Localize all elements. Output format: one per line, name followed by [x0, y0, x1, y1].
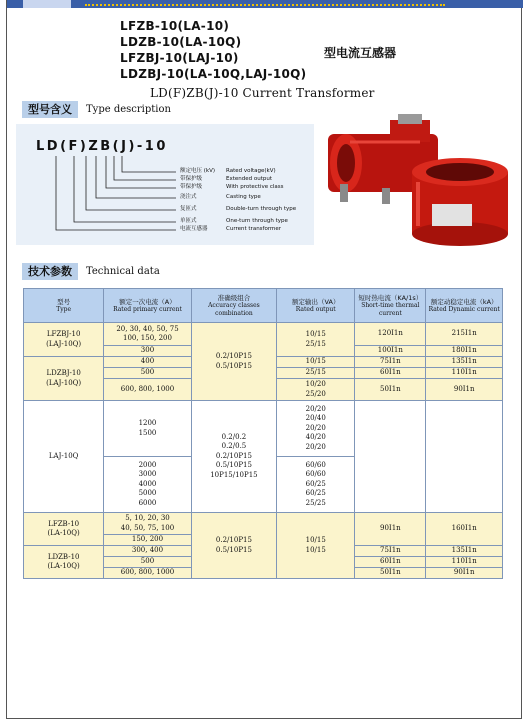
- thermal-cell: 75I1n: [355, 357, 426, 368]
- legend-item: 电流互感器 Current transformer: [180, 226, 282, 232]
- legend-item: 复匝式 Double-turn through type: [180, 206, 297, 212]
- column-header: 型号 Type: [24, 289, 104, 323]
- technical-data-header: [22, 263, 160, 280]
- column-header: 额定一次电流（A） Rated primary current: [104, 289, 191, 323]
- current-cell: 20, 30, 40, 50, 75 100, 150, 200: [104, 323, 191, 346]
- section-label-cn: 技术参数: [22, 263, 78, 280]
- header-text-strip: [85, 0, 445, 6]
- type-cell: LAJ-10Q: [24, 401, 104, 513]
- thermal-cell: [355, 401, 426, 513]
- dynamic-cell: 160I1n: [426, 513, 503, 546]
- dynamic-cell: 90I1n: [426, 379, 503, 401]
- table-row: [24, 401, 503, 457]
- table-row: [24, 513, 503, 535]
- current-cell: 400: [104, 357, 191, 368]
- model-line: LFZB-10(LA-10): [120, 19, 230, 33]
- thermal-cell: 120I1n: [355, 323, 426, 346]
- dynamic-cell: 110I1n: [426, 557, 503, 568]
- section-label-en: Type description: [86, 104, 171, 115]
- current-cell: 1200 1500: [104, 401, 191, 457]
- transformer-photo: [320, 112, 520, 247]
- transformer-front: [412, 158, 508, 246]
- current-cell: 600, 800, 1000: [104, 379, 191, 401]
- thermal-cell: 50I1n: [355, 379, 426, 401]
- model-line: LDZB-10(LA-10Q): [120, 35, 242, 49]
- output-cell: 60/60 60/60 60/25 60/25 25/25: [277, 457, 355, 513]
- type-description-header: [22, 101, 171, 118]
- legend-item: 带保护级 With protective class: [180, 184, 284, 190]
- model-list: [120, 18, 306, 82]
- output-cell: 25/15: [277, 368, 355, 379]
- dynamic-cell: 215I1n: [426, 323, 503, 346]
- legend-item: 带保护级 Extended output: [180, 176, 273, 182]
- dynamic-cell: 135I1n: [426, 357, 503, 368]
- output-cell: 20/20 20/40 20/20 40/20 20/20: [277, 401, 355, 457]
- legend-item: 额定电压 (kV) Rated voltage(kV): [180, 168, 276, 174]
- model-line: LDZBJ-10(LA-10Q,LAJ-10Q): [120, 67, 307, 81]
- current-cell: 500: [104, 557, 191, 568]
- company-logo: [23, 0, 71, 8]
- legend-item: 单匝式 One-turn through type: [180, 218, 288, 224]
- dynamic-cell: 110I1n: [426, 368, 503, 379]
- dynamic-cell: 180I1n: [426, 346, 503, 357]
- output-cell: 10/15: [277, 357, 355, 368]
- type-cell: LDZBJ-10 (LAJ-10Q): [24, 357, 104, 401]
- thermal-cell: 90I1n: [355, 513, 426, 546]
- current-cell: 150, 200: [104, 535, 191, 546]
- section-label-cn: 型号含义: [22, 101, 78, 118]
- current-cell: 300, 400: [104, 546, 191, 557]
- section-label-en: Technical data: [86, 266, 160, 277]
- dynamic-cell: 90I1n: [426, 568, 503, 579]
- table-row: [24, 323, 503, 346]
- current-cell: 5, 10, 20, 30 40, 50, 75, 100: [104, 513, 191, 535]
- dynamic-cell: 135I1n: [426, 546, 503, 557]
- table-header-row: [24, 289, 503, 323]
- header-band: [7, 0, 523, 8]
- type-cell: LDZB-10 (LA-10Q): [24, 546, 104, 579]
- thermal-cell: 50I1n: [355, 568, 426, 579]
- output-cell: 10/15 10/15: [277, 513, 355, 579]
- current-cell: 2000 3000 4000 5000 6000: [104, 457, 191, 513]
- output-cell: 10/15 25/15: [277, 323, 355, 357]
- thermal-cell: 60I1n: [355, 557, 426, 568]
- accuracy-cell: 0.2/10P15 0.5/10P15: [191, 323, 277, 401]
- thermal-cell: 100I1n: [355, 346, 426, 357]
- current-cell: 600, 800, 1000: [104, 568, 191, 579]
- product-subtitle: LD(F)ZB(J)-10 Current Transformer: [150, 86, 375, 100]
- current-cell: 500: [104, 368, 191, 379]
- model-line: LFZBJ-10(LAJ-10): [120, 51, 239, 65]
- thermal-cell: 60I1n: [355, 368, 426, 379]
- accuracy-cell: 0.2/10P15 0.5/10P15: [191, 513, 277, 579]
- thermal-cell: 75I1n: [355, 546, 426, 557]
- type-cell: LFZB-10 (LA-10Q): [24, 513, 104, 546]
- technical-data-table: [23, 288, 503, 579]
- legend-item: 浇注式 Casting type: [180, 194, 261, 200]
- column-header: 额定动稳定电流（kA） Rated Dynamic current: [426, 289, 503, 323]
- product-title: 型电流互感器: [324, 46, 397, 60]
- column-header: 准确级组合 Accuracy classes combination: [191, 289, 277, 323]
- dynamic-cell: [426, 401, 503, 513]
- column-header: 额定输出（VA） Rated output: [277, 289, 355, 323]
- output-cell: 10/20 25/20: [277, 379, 355, 401]
- accuracy-cell: 0.2/0.2 0.2/0.5 0.2/10P15 0.5/10P15 10P15/10P15: [191, 401, 277, 513]
- type-cell: LFZBJ-10 (LAJ-10Q): [24, 323, 104, 357]
- column-header: 短时热电流（KA/1s） Short-time thermal current: [355, 289, 426, 323]
- current-cell: 300: [104, 346, 191, 357]
- type-code: LD(F)ZB(J)-10: [36, 139, 168, 154]
